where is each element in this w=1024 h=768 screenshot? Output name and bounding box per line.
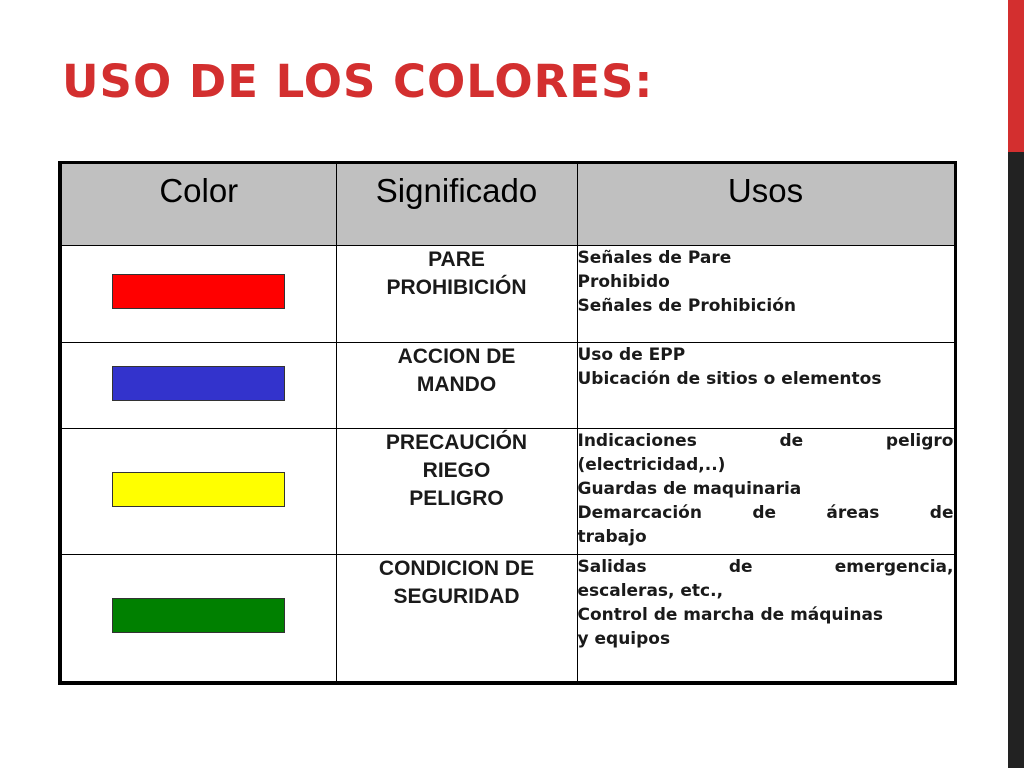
meaning-cell — [336, 554, 577, 683]
use-line: Prohibido — [577, 272, 670, 292]
meaning-line: ACCION DE — [397, 344, 516, 368]
colors-table — [58, 161, 957, 685]
use-line: Salidas de emergencia, — [577, 556, 954, 577]
table-header-row — [60, 163, 955, 246]
color-cell — [60, 246, 336, 343]
red-swatch — [112, 274, 285, 309]
use-line: Señales de Prohibición — [577, 296, 796, 316]
use-line: Indicaciones de peligro — [577, 431, 954, 452]
use-line: Demarcación de áreas de — [577, 503, 954, 524]
color-cell — [60, 342, 336, 428]
table-row — [60, 554, 955, 683]
meaning-line: SEGURIDAD — [393, 584, 520, 608]
header-uses: Usos — [577, 163, 955, 246]
header-meaning: Significado — [336, 163, 577, 246]
meaning-line: PRECAUCIÓN — [385, 431, 528, 455]
use-line: escaleras, etc., — [577, 580, 724, 601]
use-line: Uso de EPP — [577, 344, 686, 365]
uses-cell — [577, 246, 955, 343]
colors-table-container — [58, 161, 953, 685]
meaning-line: PROHIBICIÓN — [386, 276, 527, 299]
slide-title: USO DE LOS COLORES: — [62, 55, 654, 108]
uses-cell — [577, 342, 955, 428]
yellow-swatch — [112, 472, 285, 507]
use-line: Ubicación de sitios o elementos — [577, 368, 882, 389]
color-cell — [60, 554, 336, 683]
use-line: (electricidad,..) — [577, 455, 726, 476]
meaning-cell — [336, 342, 577, 428]
blue-swatch — [112, 366, 285, 401]
uses-cell — [577, 554, 955, 683]
use-line: Señales de Pare — [577, 248, 732, 268]
header-color: Color — [60, 163, 336, 246]
table-row — [60, 246, 955, 343]
use-line: y equipos — [577, 628, 671, 649]
meaning-line: PELIGRO — [409, 487, 504, 511]
use-line: Control de marcha de máquinas — [577, 604, 884, 625]
table-row — [60, 429, 955, 555]
meaning-line: MANDO — [416, 372, 497, 396]
meaning-line: CONDICION DE — [378, 556, 535, 580]
meaning-line: RIEGO — [422, 459, 491, 483]
use-line: trabajo — [577, 527, 647, 548]
meaning-cell — [336, 429, 577, 555]
meaning-line: PARE — [428, 248, 485, 271]
use-line: Guardas de maquinaria — [577, 479, 802, 500]
uses-cell — [577, 429, 955, 555]
accent-bar-bottom — [1008, 152, 1024, 768]
table-row — [60, 342, 955, 428]
accent-bar-top — [1008, 0, 1024, 152]
meaning-cell — [336, 246, 577, 343]
green-swatch — [112, 598, 285, 633]
color-cell — [60, 429, 336, 555]
